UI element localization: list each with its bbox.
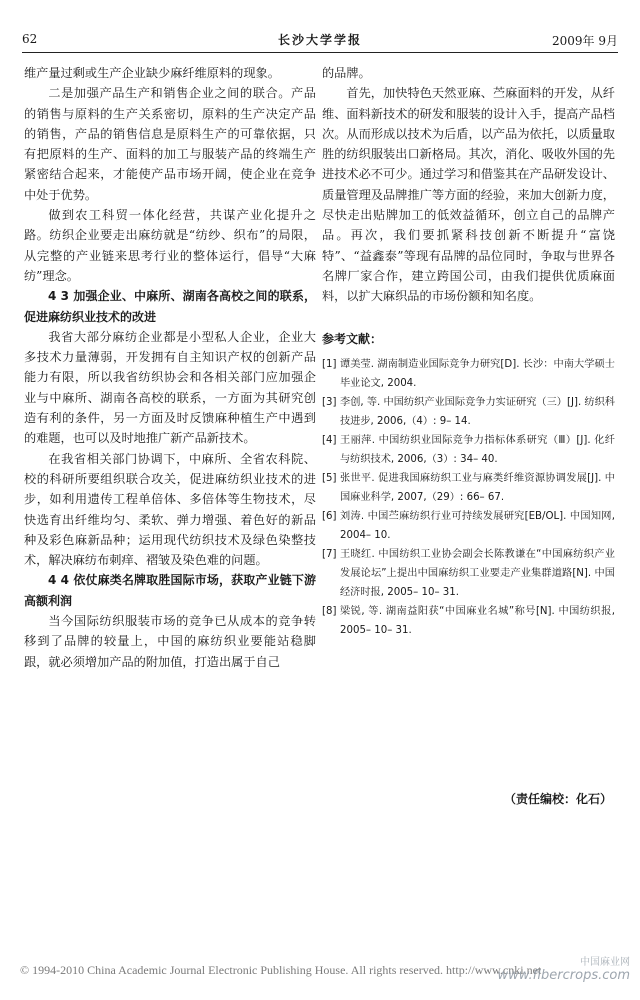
reference-text: 刘涛. 中国苎麻纺织行业可持续发展研究[EB/OL]. 中国知网, 2004– 10. <box>340 510 615 541</box>
page-header <box>22 30 618 53</box>
reference-text: 王晓红. 中国纺织工业协会副会长陈教谦在“中国麻纺织产业发展论坛”上提出中国麻纺织工业要走产业集群道路[N]. 中国经济时报, 2005– 10– 31. <box>340 548 615 598</box>
paragraph: 二是加强产品生产和销售企业之间的联合。产品的销售与原料的生产关系密切，原料的生产决定产品的销售，产品的销售信息是原料生产的可靠依据，只有把原料的生产、面料的加工与服装产品的终端生产紧密结合起来，才能使产品市场开阔，使企业在竞争中处于优势。 <box>24 86 316 202</box>
paragraph: 在我省相关部门协调下，中麻所、全省农科院、校的科研所要组织联合攻关，促进麻纺织业技术的进步，如利用遗传工程单倍体、多倍体等生物技术，尽快选育出纤维均匀、柔软、弹力增强、着色好的新品种及彩色麻新品种；运用现代纺织技术及绿色染整技术，解决麻纺布刺痒、褶皱及染色难的问题。 <box>24 451 316 568</box>
watermark <box>497 956 630 982</box>
paragraph: 做到农工科贸一体化经营，共谋产业化提升之路。纺织企业要走出麻纺就是“纺纱、织布”的局限，从完整的产业链来思考行业的整体运行，倡导“大麻纺”理念。 <box>24 208 316 283</box>
paragraph: 首先，加快特色天然亚麻、苎麻面料的开发，从纤维、面料新技术的研发和服装的设计入手，提高产品档次。从而形成以技术为后盾，以产品为依托，以质量取胜的纺织服装出口新格局。其次，消化、吸收外国的先进技术必不可少。通过学习和借鉴其在产品研发设计、质量管理及品牌推广等方面的经验，来加大创新力度，尽快走出贴牌加工的低效益循环，创立自己的品牌产品。再次，我们要抓紧科技创新不断提升“富饶特”、“益鑫泰”等现有品牌的品位同时，争取与世界各名牌厂家合作，建立跨国公司，由我们提供优质麻面料，以扩大麻织品的市场份额和知名度。 <box>322 86 615 304</box>
reference-item <box>322 393 615 431</box>
reference-number: [4] <box>322 434 337 446</box>
reference-number: [1] <box>322 358 337 370</box>
watermark-url: www.fibercrops.com <box>497 968 630 983</box>
reference-text: 张世平. 促进我国麻纺织工业与麻类纤维资源协调发展[J]. 中国麻业科学, 2007,（29）: 66– 67. <box>340 472 615 503</box>
reference-item <box>322 545 615 602</box>
watermark-title: 中国麻业网 <box>580 957 630 968</box>
copyright-footer: © 1994-2010 China Academic Journal Electronic Publishing House. All rights reserved. http://www.cnki.net <box>20 963 542 977</box>
page-number: 62 <box>22 32 38 46</box>
reference-number: [6] <box>322 510 337 522</box>
reference-number: [3] <box>322 396 337 408</box>
reference-item <box>322 602 615 640</box>
reference-number: [8] <box>322 605 337 617</box>
reference-list <box>322 355 615 640</box>
reference-text: 李创, 等. 中国纺织产业国际竞争力实证研究（三）[J]. 纺织科技进步, 2006,（4）: 9– 14. <box>340 396 615 427</box>
issue-date: 2009年 9月 <box>552 34 618 48</box>
paragraph: 当今国际纺织服装市场的竞争已从成本的竞争转移到了品牌的较量上，中国的麻纺织业要能站稳脚跟，就必须增加产品的附加值，打造出属于自己 <box>24 614 316 669</box>
section-heading: 4 3 加强企业、中麻所、湖南各高校之间的联系，促进麻纺织业技术的改进 <box>24 289 316 324</box>
reference-text: 王丽萍. 中国纺织业国际竞争力指标体系研究（Ⅲ）[J]. 化纤与纺织技术, 2006,（3）: 34– 40. <box>340 434 615 465</box>
reference-item <box>322 469 615 507</box>
reference-number: [7] <box>322 548 337 560</box>
editor-credit: （责任编校：化石） <box>503 792 612 806</box>
reference-item <box>322 355 615 393</box>
journal-title: 长沙大学学报 <box>277 33 362 47</box>
left-column <box>24 63 316 672</box>
reference-text: 梁锐, 等. 湖南益阳获“中国麻业名城”称号[N]. 中国纺织报, 2005– 10– 31. <box>340 605 615 636</box>
reference-number: [5] <box>322 472 337 484</box>
paragraph: 我省大部分麻纺企业都是小型私人企业，企业大多技术力量薄弱，开发拥有自主知识产权的创新产品能力有限，所以我省纺织协会和各相关部门应加强企业与中麻所、湖南各高校的联系，一方面为其研究创造有利的条件，另一方面及时反馈麻种植生产中遇到的难题，也可以及时地推广新产品新技术。 <box>24 329 316 446</box>
reference-text: 谭美莹. 湖南制造业国际竞争力研究[D]. 长沙：中南大学硕士毕业论文, 2004. <box>340 358 615 389</box>
right-column <box>322 63 615 640</box>
paragraph: 维产量过剩或生产企业缺少麻纤维原料的现象。 <box>24 66 280 80</box>
section-heading: 4 4 依仗麻类名牌取胜国际市场，获取产业链下游高额利润 <box>24 573 316 608</box>
paragraph: 的品牌。 <box>322 66 371 80</box>
reference-item <box>322 431 615 469</box>
reference-item <box>322 507 615 545</box>
references-heading: 参考文献： <box>322 331 383 346</box>
